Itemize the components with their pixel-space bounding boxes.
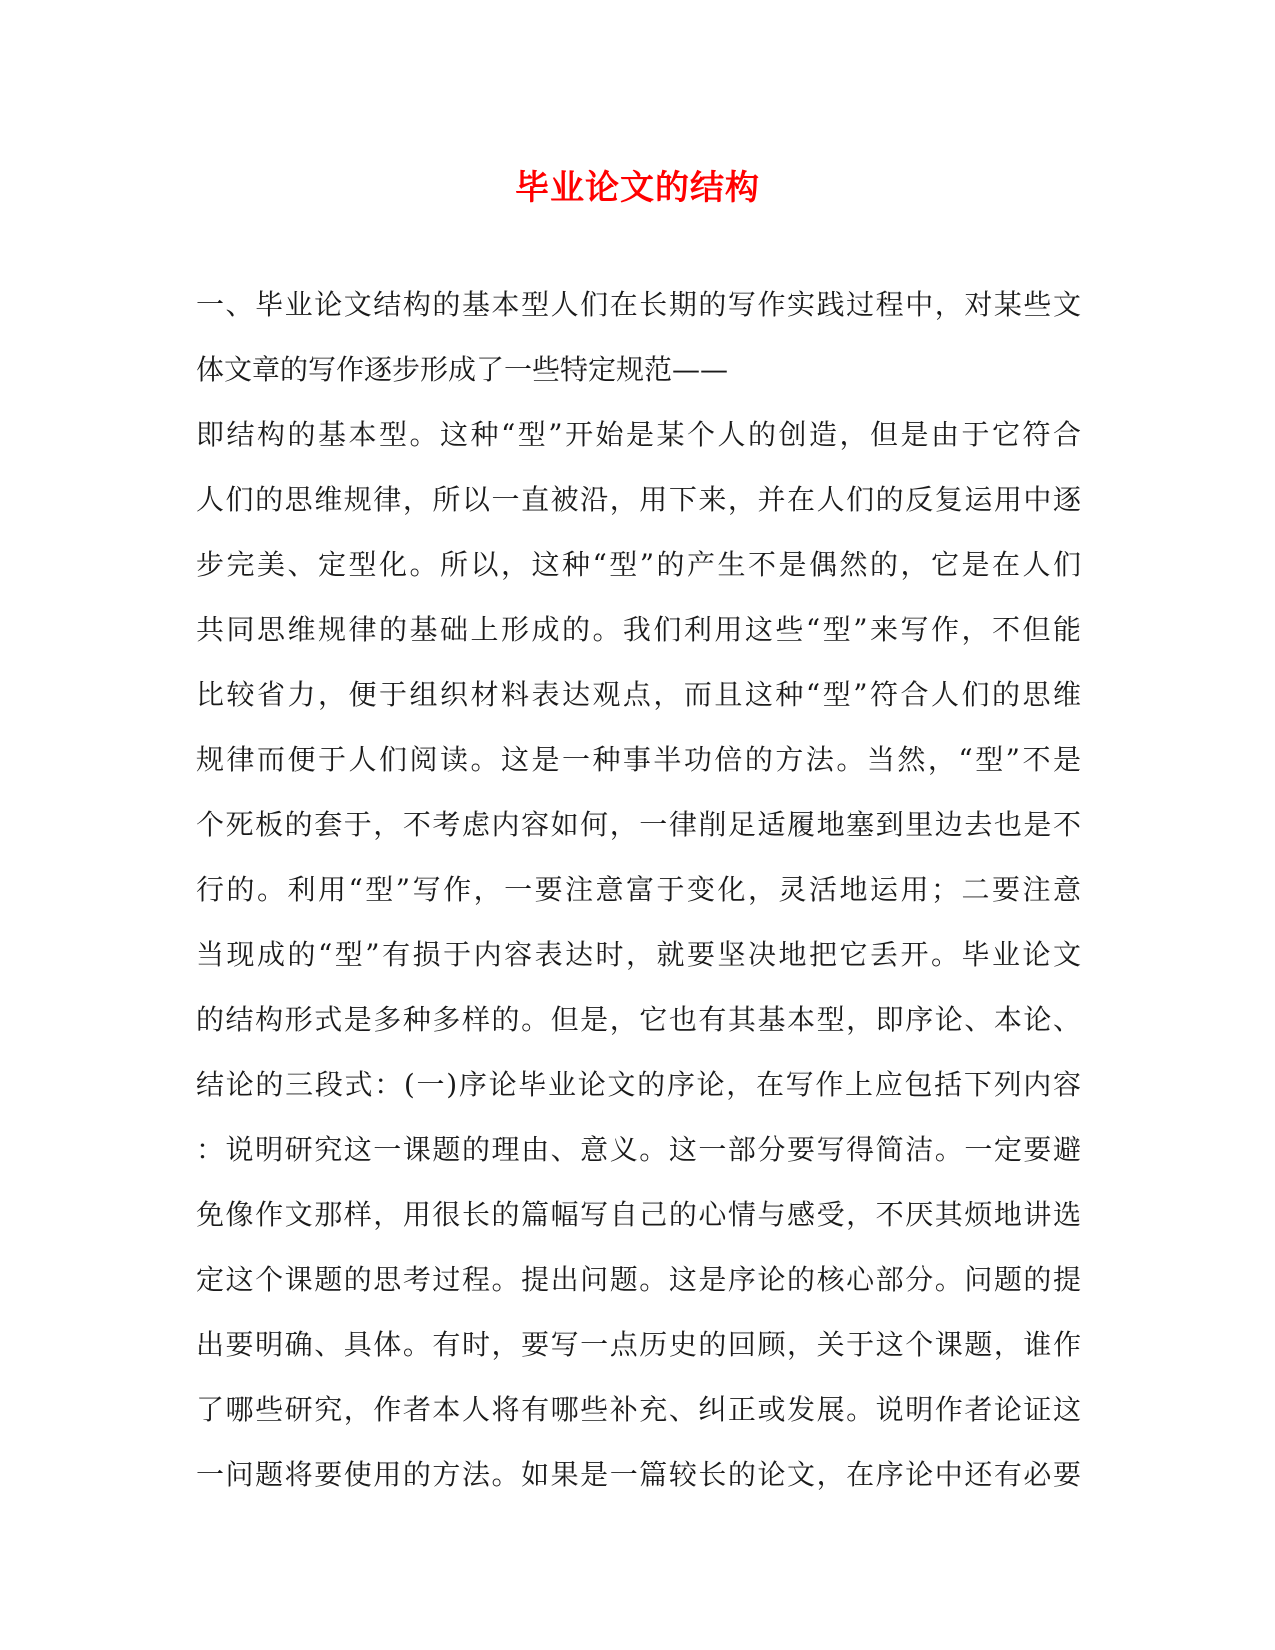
body-line: 人们的思维规律，所以一直被沿，用下来，并在人们的反复运用中逐 [196,483,1081,516]
body-line: 定这个课题的思考过程。提出问题。这是序论的核心部分。问题的提 [196,1263,1081,1296]
body-line: ：说明研究这一课题的理由、意义。这一部分要写得简洁。一定要避 [196,1133,1081,1166]
body-line: 一、毕业论文结构的基本型人们在长期的写作实践过程中，对某些文 [196,288,1081,321]
body-line: 共同思维规律的基础上形成的。我们利用这些“型”来写作，不但能 [196,613,1081,646]
body-line: 比较省力，便于组织材料表达观点，而且这种“型”符合人们的思维 [196,678,1081,711]
body-line: 行的。利用“型”写作，一要注意富于变化，灵活地运用；二要注意 [196,873,1081,906]
body-line: 个死板的套于，不考虑内容如何，一律削足适履地塞到里边去也是不 [196,808,1081,841]
document-title: 毕业论文的结构 [515,168,760,208]
body-line: 体文章的写作逐步形成了一些特定规范—— [196,353,729,386]
body-line: 出要明确、具体。有时，要写一点历史的回顾，关于这个课题，谁作 [196,1328,1081,1361]
body-line: 一问题将要使用的方法。如果是一篇较长的论文，在序论中还有必要 [196,1458,1081,1491]
body-line: 步完美、定型化。所以，这种“型”的产生不是偶然的，它是在人们 [196,548,1081,581]
body-line: 了哪些研究，作者本人将有哪些补充、纠正或发展。说明作者论证这 [196,1393,1081,1426]
body-line: 规律而便于人们阅读。这是一种事半功倍的方法。当然，“型”不是 [196,743,1081,776]
document-body [196,285,1081,1520]
body-line: 即结构的基本型。这种“型”开始是某个人的创造，但是由于它符合 [196,418,1081,451]
body-line: 免像作文那样，用很长的篇幅写自己的心情与感受，不厌其烦地讲选 [196,1198,1081,1231]
body-line: 结论的三段式：(一)序论毕业论文的序论，在写作上应包括下列内容 [196,1068,1081,1101]
body-line: 当现成的“型”有损于内容表达时，就要坚决地把它丢开。毕业论文 [196,938,1081,971]
body-line: 的结构形式是多种多样的。但是，它也有其基本型，即序论、本论、 [196,1003,1081,1036]
